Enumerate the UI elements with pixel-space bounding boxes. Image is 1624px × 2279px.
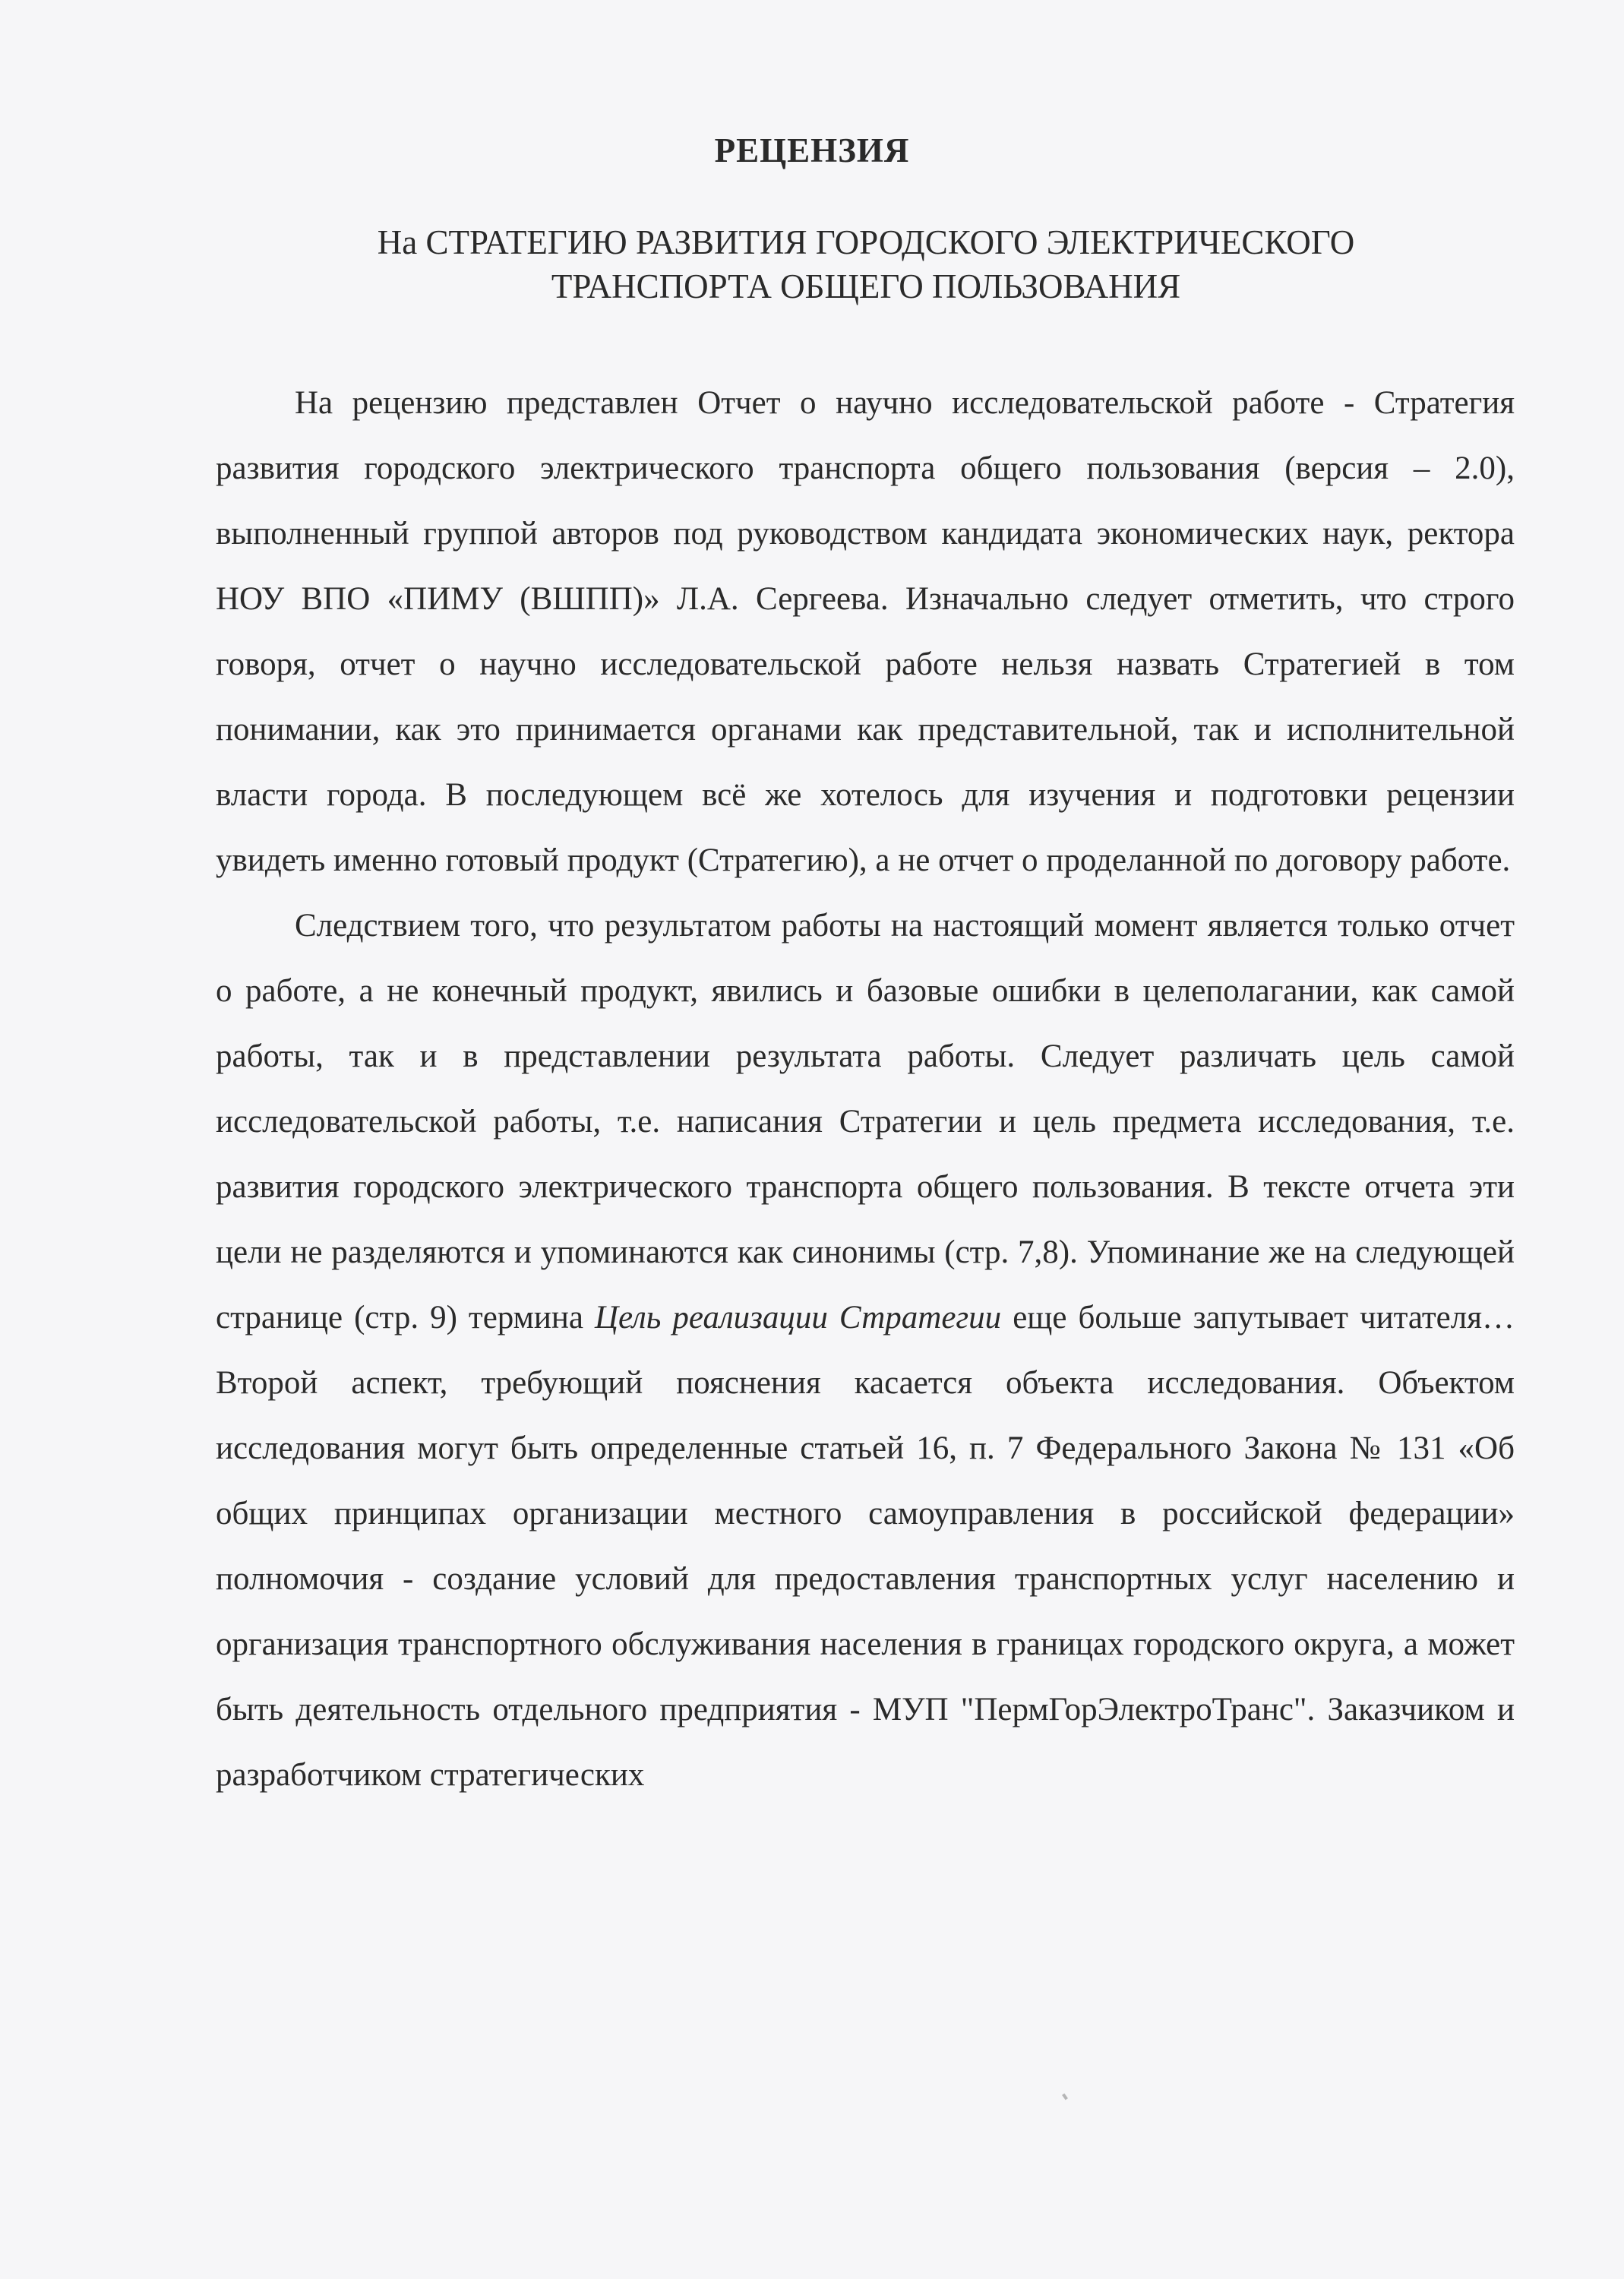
- document-body: [216, 371, 1515, 1808]
- paragraph-2-italic-term: Цель реализации Стратегии: [594, 1300, 1002, 1335]
- paragraph-2: [216, 893, 1515, 1808]
- subtitle-line-2: ТРАНСПОРТА ОБЩЕГО ПОЛЬЗОВАНИЯ: [551, 267, 1181, 305]
- paragraph-1: На рецензию представлен Отчет о научно исследовательской работе - Стратегия развития городского электрического транспорта общего пользования (версия – 2.0), выполненный группой авторов под руководством кандидата экономических наук, ректора НОУ ВПО «ПИМУ (ВШПП)» Л.А. Сергеева. Изначально следует отметить, что строго говоря, отчет о научно исследовательской работе нельзя назвать Стратегией в том понимании, как это принимается органами как представительной, так и исполнительной власти города. В последующем всё же хотелось для изучения и подготовки рецензии увидеть именно готовый продукт (Стратегию), а не отчет о проделанной по договору работе.: [216, 385, 1515, 878]
- document-title: РЕЦЕНЗИЯ: [714, 131, 910, 169]
- paragraph-2-text-a: Следствием того, что результатом работы на настоящий момент является только отчет о работе, а не конечный продукт, явились и базовые ошибки в целеполагании, как самой работы, так и в представлении результата работы. Следует различать цель самой исследовательской работы, т.е. написания Стратегии и цель предмета исследования, т.е. развития городского электрического транспорта общего пользования. В тексте отчета эти цели не разделяются и упоминаются как синонимы (стр. 7,8). Упоминание же на следующей странице (стр. 9) термина: [216, 908, 1515, 1335]
- document-subtitle: [228, 220, 1504, 308]
- paragraph-2-text-b: еще больше запутывает читателя… Второй аспект, требующий пояснения касается объекта исследования. Объектом исследования могут быть определенные статьей 16, п. 7 Федерального Закона № 131 «Об общих принципах организации местного самоуправления в российской федерации» полномочия - создание условий для предоставления транспортных услуг населению и организация транспортного обслуживания населения в границах городского округа, а может быть деятельность отдельного предприятия - МУП "ПермГорЭлектроТранс". Заказчиком и разработчиком стратегических: [216, 1300, 1515, 1793]
- subtitle-line-1: На СТРАТЕГИЮ РАЗВИТИЯ ГОРОДСКОГО ЭЛЕКТРИЧЕСКОГО: [377, 223, 1355, 261]
- scan-speck: [1062, 2094, 1068, 2100]
